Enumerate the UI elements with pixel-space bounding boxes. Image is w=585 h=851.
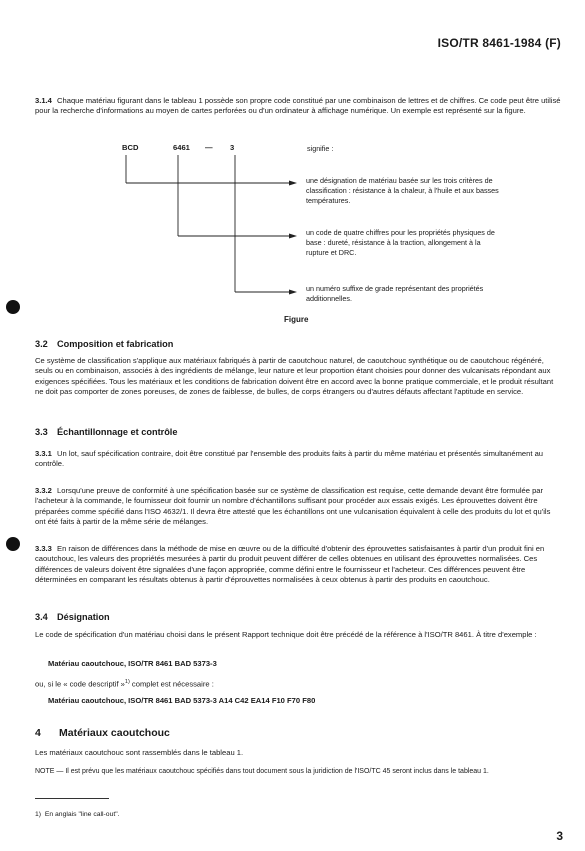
figure-description-1: une désignation de matériau basée sur les trois critères de classification : résistance à la chaleur, à l'huile et aux basses températures. [306,176,499,205]
footnote-reference: 1) [124,679,130,685]
figure-caption: Figure [284,315,309,324]
heading-number: 3.4 [35,612,48,622]
heading-3-3 [35,427,177,437]
heading-title: Désignation [57,612,110,622]
heading-title: Échantillonnage et contrôle [57,427,178,437]
paragraph-3-4-middle [35,677,563,690]
paragraph-text: Un lot, sauf spécification contraire, doit être constitué par l'ensemble des produits faits à partir du même matériau et présentés simultanément au contrôle. [35,449,544,469]
note-text: NOTE — Il est prévu que les matériaux caoutchouc spécifiés dans tout document sous la juridiction de l'ISO/TC 45 seront inclus dans le tableau 1. [35,768,489,775]
figure-description-3: un numéro suffixe de grade représentant des propriétés additionnelles. [306,284,484,303]
code-dash: — [205,143,213,152]
paragraph-number: 3.1.4 [35,96,52,105]
margin-bullet [6,300,20,314]
heading-title: Matériaux caoutchouc [59,727,170,739]
designation-example-1: Matériau caoutchouc, ISO/TR 8461 BAD 5373-3 [48,659,217,668]
paragraph-text: Lorsqu'une preuve de conformité à une spécification basée sur ce système de classification est requise, cette demande devant être formulée par l'acheteur à la commande, le fournisseur doit fournir un nombre d'échantillons suffisant pour procéder aux essais exigés. Les éprouvettes doivent être préparées comme spécifié dans l'ISO 4632/1. Il devra être attesté que les échantillons ont une vulcanisation équivalent à celle des produits du lot et qu'ils ont été faits à partir de la même série de mélanges. [35,486,551,527]
heading-number: 4 [35,727,41,739]
paragraph-3-2 [35,356,563,398]
paragraph-number: 3.3.3 [35,544,52,553]
paragraph-text: Les matériaux caoutchouc sont rassemblés dans le tableau 1. [35,748,244,757]
paragraph-number: 3.3.2 [35,486,52,495]
heading-title: Composition et fabrication [57,339,174,349]
paragraph-3-3-1 [35,449,563,470]
heading-number: 3.3 [35,427,48,437]
designation-example-2: Matériau caoutchouc, ISO/TR 8461 BAD 5373-3 A14 C42 EA14 F10 F70 F80 [48,696,316,705]
heading-3-2 [35,339,173,349]
paragraph-text: complet est nécessaire : [129,679,214,689]
paragraph-3-3-2 [35,486,563,528]
paragraph-text: En raison de différences dans la méthode de mise en œuvre ou de la difficulté d'obtenir des éprouvettes satisfaisantes à partir d'un produit fini en caoutchouc, les valeurs des propriétés mesurées à partir du produit peuvent différer de celles obtenues en utilisant des éprouvettes normalisées. Ces différences de valeurs doivent être signalées d'une façon appropriée, comme défini entre le fournisseur et l'acheteur. Ces différences peuvent être déterminées en comparant les résultats obtenus à partir d'éprouvettes normalisées à ceux obtenus à partir des produits en caoutchouc. [35,544,545,585]
paragraph-4 [35,748,563,758]
margin-bullet [6,537,20,551]
paragraph-text: ou, si le « code descriptif » [35,679,125,689]
code-digits: 6461 [173,143,190,152]
footnote-marker: 1) [35,811,42,818]
paragraph-text: Ce système de classification s'applique aux matériaux fabriqués à partir de caoutchouc naturel, de caoutchouc synthétique ou de caoutchouc régénéré, seuls ou en combinaison, associés à des ingrédients de mélange, leur nature et leur proportion étant choisies pour donner des vulcanisats répondant aux exigences spécifiées. Tous les matériaux et les conditions de fabrication doivent être en accord avec la bonne pratique commerciale, et le produit résultant ne doit pas comporter de zones poreuses, de zones de faiblesse, de bulles, de corps étrangers ou d'autres défauts affectant l'aptitude en service. [35,356,554,397]
figure-connector-lines [0,0,585,330]
footnote [35,811,120,818]
footnote-text: En anglais "line call-out". [44,811,120,818]
document-reference: ISO/TR 8461-1984 (F) [437,36,561,50]
footnote-separator [35,798,109,799]
note-4 [35,767,563,777]
paragraph-text: Le code de spécification d'un matériau choisi dans le présent Rapport technique doit être précédé de la référence à l'ISO/TR 8461. À titre d'exemple : [35,630,537,639]
page-number: 3 [556,829,563,843]
code-letters: BCD [122,143,139,152]
paragraph-number: 3.3.1 [35,449,52,458]
heading-number: 3.2 [35,339,48,349]
paragraph-3-3-3 [35,544,563,586]
figure-signifie: signifie : [307,144,334,153]
paragraph-text: Chaque matériau figurant dans le tableau 1 possède son propre code constitué par une combinaison de lettres et de chiffres. Ce code peut être utilisé pour la recherche d'informations au moyen de cartes perforées ou d'un ordinateur à affichage numérique. Un exemple est représenté sur la figure. [35,96,561,116]
heading-3-4 [35,612,110,622]
heading-4 [35,727,170,739]
code-suffix: 3 [230,143,235,152]
figure-description-2: un code de quatre chiffres pour les propriétés physiques de base : dureté, résistance à la traction, allongement à la rupture et DRC. [306,228,495,257]
paragraph-3-4-intro [35,630,563,640]
